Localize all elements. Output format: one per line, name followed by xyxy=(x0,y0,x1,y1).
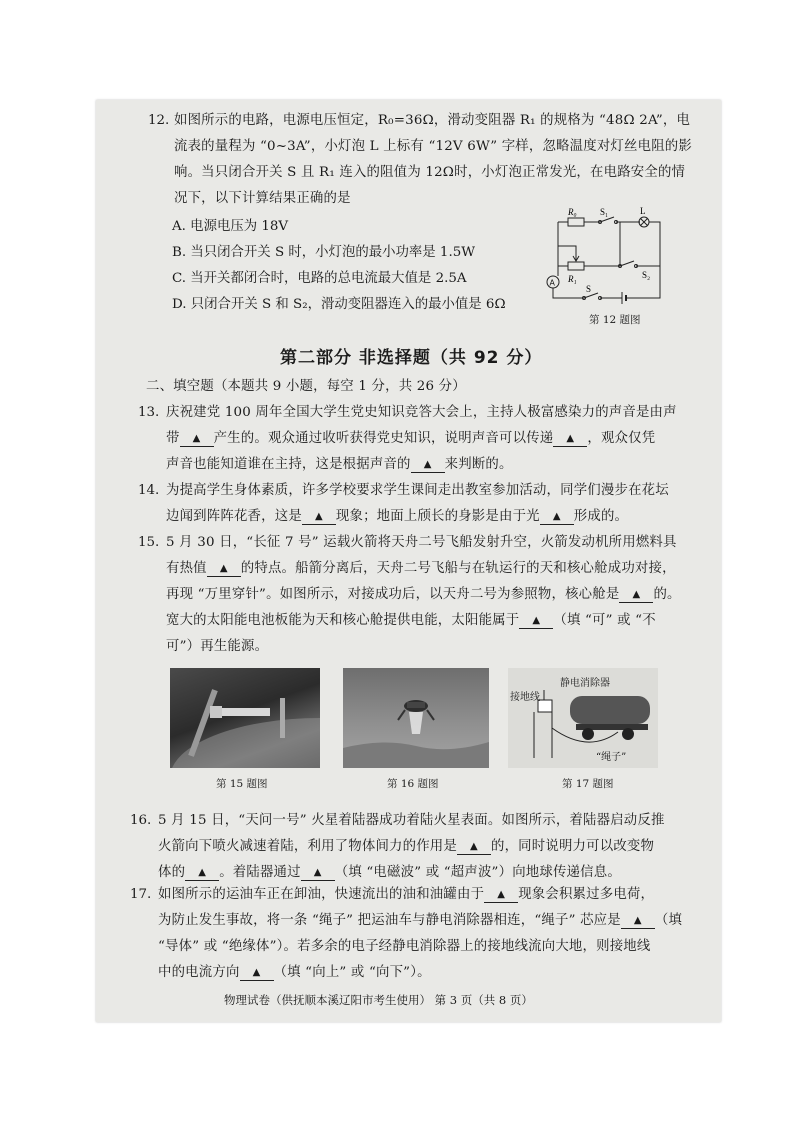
q12-line-1: 如图所示的电路，电源电压恒定，R₀=36Ω，滑动变阻器 R₁ 的规格为 “48Ω 2A”，电 xyxy=(174,113,691,128)
question-16-number: 16. xyxy=(130,813,152,828)
q17-line-1: 如图所示的运油车正在卸油，快速流出的油和油罐由于 ▲ 现象会积累过多电荷， xyxy=(158,887,655,902)
answer-blank[interactable]: ▲ xyxy=(411,458,445,473)
q13-line-1: 庆祝建党 100 周年全国大学生党史知识竞答大会上，主持人极富感染力的声音是由声 xyxy=(166,405,677,420)
answer-blank[interactable]: ▲ xyxy=(484,888,518,903)
question-15-number: 15. xyxy=(138,535,160,550)
label-rope: “绳子” xyxy=(596,752,627,763)
figure-15-caption: 第 15 题图 xyxy=(216,778,268,790)
figure-16-caption: 第 16 题图 xyxy=(387,778,439,790)
q12-option-a: A. 电源电压为 18V xyxy=(172,219,289,234)
answer-blank[interactable]: ▲ xyxy=(540,510,574,525)
q14-line-2: 边闻到阵阵花香，这是 ▲ 现象；地面上颀长的身影是由于光 ▲ 形成的。 xyxy=(166,509,629,524)
figure-12-caption: 第 12 题图 xyxy=(589,314,641,326)
page-footer: 物理试卷（供抚顺本溪辽阳市考生使用） 第 3 页（共 8 页） xyxy=(224,993,533,1007)
q17-line-3: “导体” 或 “绝缘体”）。若多余的电子经静电消除器上的接地线流向大地，则接地线 xyxy=(158,939,651,954)
q15-line-5: 可”）再生能源。 xyxy=(166,639,269,654)
question-12-number: 12. xyxy=(148,113,170,128)
answer-blank[interactable]: ▲ xyxy=(207,562,241,577)
label-l: L xyxy=(640,206,646,216)
q12-option-d: D. 只闭合开关 S 和 S₂，滑动变阻器连入的最小值是 6Ω xyxy=(172,297,506,312)
q12-option-b: B. 当只闭合开关 S 时，小灯泡的最小功率是 1.5W xyxy=(172,245,475,260)
q13-line-3: 声音也能知道谁在主持，这是根据声音的 ▲ 来判断的。 xyxy=(166,457,513,472)
answer-blank[interactable]: ▲ xyxy=(240,966,274,981)
answer-blank[interactable]: ▲ xyxy=(180,432,214,447)
figure-17-tanker-diagram xyxy=(508,668,658,768)
answer-blank[interactable]: ▲ xyxy=(519,614,553,629)
space-station-icon xyxy=(170,668,320,768)
answer-blank[interactable]: ▲ xyxy=(457,840,491,855)
q15-line-3: 再现 “万里穿针”。如图所示，对接成功后，以天舟二号为参照物，核心舱是 ▲ 的。 xyxy=(166,587,681,602)
label-static-eliminator: 静电消除器 xyxy=(560,678,610,689)
answer-blank[interactable]: ▲ xyxy=(619,588,653,603)
label-ammeter: A xyxy=(549,278,555,288)
q15-line-2: 有热值 ▲ 的特点。船箭分离后，天舟二号飞船与在轨运行的天和核心舱成功对接， xyxy=(166,561,676,576)
part-two-title: 第二部分 非选择题（共 92 分） xyxy=(280,348,543,368)
q13-line-2: 带 ▲ 产生的。观众通过收听获得党史知识，说明声音可以传递 ▲ ，观众仅凭 xyxy=(166,431,656,446)
question-13-number: 13. xyxy=(138,405,160,420)
label-s2: S₂ xyxy=(642,270,651,280)
q15-line-4: 宽大的太阳能电池板能为天和核心舱提供电能，太阳能属于 ▲ （填 “可” 或 “不 xyxy=(166,613,656,628)
q17-line-4: 中的电流方向 ▲ （填 “向上” 或 “向下”）。 xyxy=(158,965,431,980)
q15-line-1: 5 月 30 日，“长征 7 号” 运载火箭将天舟二号飞船发射升空，火箭发动机所用燃料具 xyxy=(166,535,677,550)
q12-line-2: 流表的量程为 “0~3A”，小灯泡 L 上标有 “12V 6W” 字样，忽略温度对灯丝电阻的影 xyxy=(174,139,692,154)
q12-line-3: 响。当只闭合开关 S 且 R₁ 连入的阻值为 12Ω时，小灯泡正常发光，在电路安全的情 xyxy=(174,165,686,180)
label-ground-wire: 接地线 xyxy=(510,692,540,703)
section-title: 二、填空题（本题共 9 小题，每空 1 分，共 26 分） xyxy=(146,379,466,394)
label-r1: R₁ xyxy=(568,274,577,284)
figure-16-mars-lander-photo xyxy=(343,668,489,768)
label-s1: S₁ xyxy=(600,207,609,217)
answer-blank[interactable]: ▲ xyxy=(621,914,655,929)
q16-line-1: 5 月 15 日，“天问一号” 火星着陆器成功着陆火星表面。如图所示，着陆器启动反推 xyxy=(158,813,665,828)
answer-blank[interactable]: ▲ xyxy=(301,866,335,881)
circuit-diagram xyxy=(540,206,680,318)
lander-icon xyxy=(343,668,489,768)
figure-15-space-station-photo xyxy=(170,668,320,768)
q16-line-2: 火箭向下喷火减速着陆，利用了物体间力的作用是 ▲ 的，同时说明力可以改变物 xyxy=(158,839,655,854)
answer-blank[interactable]: ▲ xyxy=(302,510,336,525)
q12-option-c: C. 当开关都闭合时，电路的总电流最大值是 2.5A xyxy=(172,271,467,286)
question-14-number: 14. xyxy=(138,483,160,498)
answer-blank[interactable]: ▲ xyxy=(185,866,219,881)
answer-blank[interactable]: ▲ xyxy=(553,432,587,447)
label-s: S xyxy=(586,284,592,294)
q16-line-3: 体的 ▲ 。着陆器通过 ▲ （填 “电磁波” 或 “超声波”）向地球传递信息。 xyxy=(158,865,621,880)
q17-line-2: 为防止发生事故，将一条 “绳子” 把运油车与静电消除器相连，“绳子” 芯应是 ▲ （填 xyxy=(158,913,683,928)
question-17-number: 17. xyxy=(130,887,152,902)
label-r0: R₀ xyxy=(568,207,577,217)
q14-line-1: 为提高学生身体素质，许多学校要求学生课间走出教室参加活动，同学们漫步在花坛 xyxy=(166,483,669,498)
q12-line-4: 况下，以下计算结果正确的是 xyxy=(174,191,351,206)
figure-17-caption: 第 17 题图 xyxy=(562,778,614,790)
